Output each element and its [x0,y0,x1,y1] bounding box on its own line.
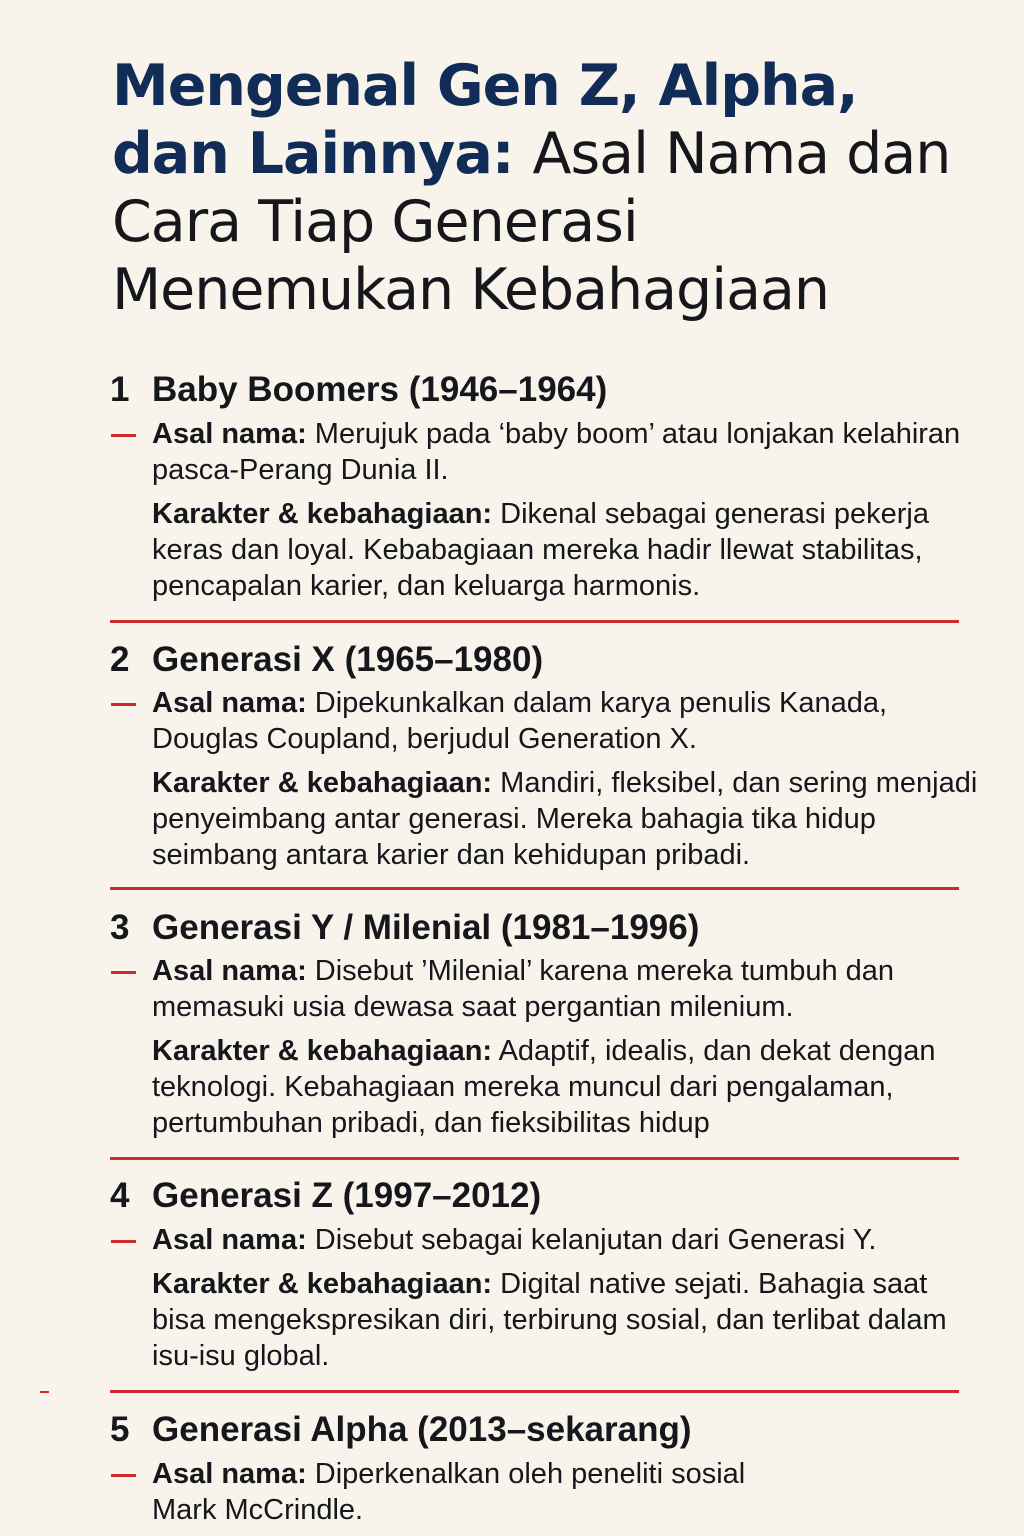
origin-paragraph [152,416,982,488]
section-heading: Generasi X (1965–1980) [152,640,544,679]
character-label: Karakter & kebahagiaan: [152,498,493,530]
character-text: Mandiri, fleksibel, dan sering menjadi penyeimbang antar generasi. Mereka bahagia tika hidup seimbang antara karier dan kehidupan pribadi. [152,767,978,871]
section-divider [110,1157,959,1160]
section-number: 1 [110,370,130,409]
character-text: Digital native sejati. Bahagia saat bisa mengekspresikan diri, terbirung sosial, dan terlibat dalam isu-isu global. [152,1268,947,1372]
page-title [112,52,992,324]
origin-label: Asal nama: [152,1224,307,1256]
red-dash-marker [111,1474,136,1477]
origin-text: Dipekunkalkan dalam karya penulis Kanada, Douglas Coupland, berjudul Generation X. [152,687,888,755]
section-heading: Generasi Z (1997–2012) [152,1176,542,1215]
character-text: Dikenal sebagai generasi pekerja keras dan loyal. Kebabagiaan mereka hadir llewat stabilitas, pencapalan karier, dan keluarga harmonis. [152,498,929,602]
section-heading: Baby Boomers (1946–1964) [152,370,608,409]
origin-paragraph [152,1456,792,1528]
character-paragraph [152,1266,982,1374]
red-dash-marker [111,1240,136,1243]
origin-label: Asal nama: [152,687,307,719]
origin-paragraph [152,953,982,1025]
origin-label: Asal nama: [152,955,307,987]
section-divider [110,887,959,890]
section-divider [110,620,959,623]
section-number: 3 [110,908,130,947]
origin-text: Disebut ’Milenial’ karena mereka tumbuh dan memasuki usia dewasa saat pergantian milenium. [152,955,895,1023]
origin-text: Diperkenalkan oleh peneliti sosial Mark McCrindle. [152,1458,746,1526]
section-number: 4 [110,1176,130,1215]
character-paragraph [152,1033,982,1141]
character-paragraph [152,496,982,604]
stray-red-mark [40,1391,49,1393]
red-dash-marker [111,703,136,706]
character-label: Karakter & kebahagiaan: [152,767,493,799]
origin-text: Disebut sebagai kelanjutan dari Generasi Y. [314,1224,877,1256]
character-text: Adaptif, idealis, dan dekat dengan teknologi. Kebahagiaan mereka muncul dari pengalaman, pertumbuhan pribadi, dan fieksibilitas hidup [152,1035,936,1139]
section-heading: Generasi Y / Milenial (1981–1996) [152,908,700,947]
origin-paragraph [152,685,982,757]
red-dash-marker [111,434,136,437]
section-heading: Generasi Alpha (2013–sekarang) [152,1410,692,1449]
section-divider [110,1390,959,1393]
character-label: Karakter & kebahagiaan: [152,1268,493,1300]
origin-label: Asal nama: [152,1458,307,1490]
character-paragraph [152,765,982,873]
origin-label: Asal nama: [152,418,307,450]
section-number: 5 [110,1410,130,1449]
page-title-highlight: Mengenal Gen Z, Alpha, dan Lainnya: [112,53,858,187]
page-title-rest: Asal Nama dan Cara Tiap Generasi Menemukan Kebahagiaan [112,121,951,323]
red-dash-marker [111,971,136,974]
section-number: 2 [110,640,130,679]
origin-text: Merujuk pada ‘baby boom’ atau lonjakan kelahiran pasca-Perang Dunia II. [152,418,961,486]
character-label: Karakter & kebahagiaan: [152,1035,493,1067]
origin-paragraph [152,1222,982,1258]
